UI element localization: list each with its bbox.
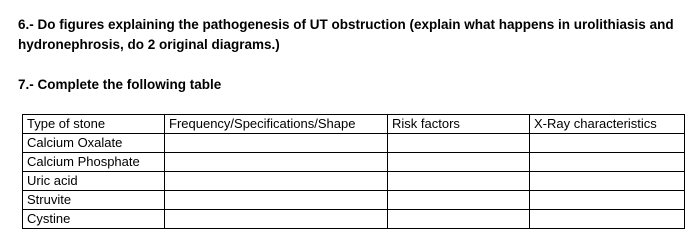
table-row [23, 172, 685, 191]
stone-type-cell: Struvite [23, 191, 165, 210]
table-row [23, 153, 685, 172]
frequency-cell[interactable] [165, 210, 388, 229]
stone-type-cell: Calcium Phosphate [23, 153, 165, 172]
risk-factors-cell[interactable] [388, 172, 530, 191]
xray-cell[interactable] [530, 191, 685, 210]
xray-cell[interactable] [530, 134, 685, 153]
stone-type-cell: Uric acid [23, 172, 165, 191]
frequency-cell[interactable] [165, 153, 388, 172]
stone-type-cell: Calcium Oxalate [23, 134, 165, 153]
stone-type-cell: Cystine [23, 210, 165, 229]
header-risk-factors: Risk factors [388, 115, 530, 134]
header-type-of-stone: Type of stone [23, 115, 165, 134]
header-xray: X-Ray characteristics [530, 115, 685, 134]
frequency-cell[interactable] [165, 172, 388, 191]
risk-factors-cell[interactable] [388, 153, 530, 172]
xray-cell[interactable] [530, 210, 685, 229]
risk-factors-cell[interactable] [388, 134, 530, 153]
risk-factors-cell[interactable] [388, 191, 530, 210]
table-row [23, 191, 685, 210]
table-row [23, 210, 685, 229]
risk-factors-cell[interactable] [388, 210, 530, 229]
question-7-text: 7.- Complete the following table [18, 77, 222, 92]
table-header-row [23, 115, 685, 134]
header-frequency: Frequency/Specifications/Shape [165, 115, 388, 134]
stone-table [22, 114, 685, 229]
frequency-cell[interactable] [165, 191, 388, 210]
table-row [23, 134, 685, 153]
xray-cell[interactable] [530, 172, 685, 191]
frequency-cell[interactable] [165, 134, 388, 153]
question-6-text: 6.- Do figures explaining the pathogenesis of UT obstruction (explain what happens in urolithiasis and hydronephrosis, do 2 original diagrams.) [18, 17, 674, 52]
xray-cell[interactable] [530, 153, 685, 172]
